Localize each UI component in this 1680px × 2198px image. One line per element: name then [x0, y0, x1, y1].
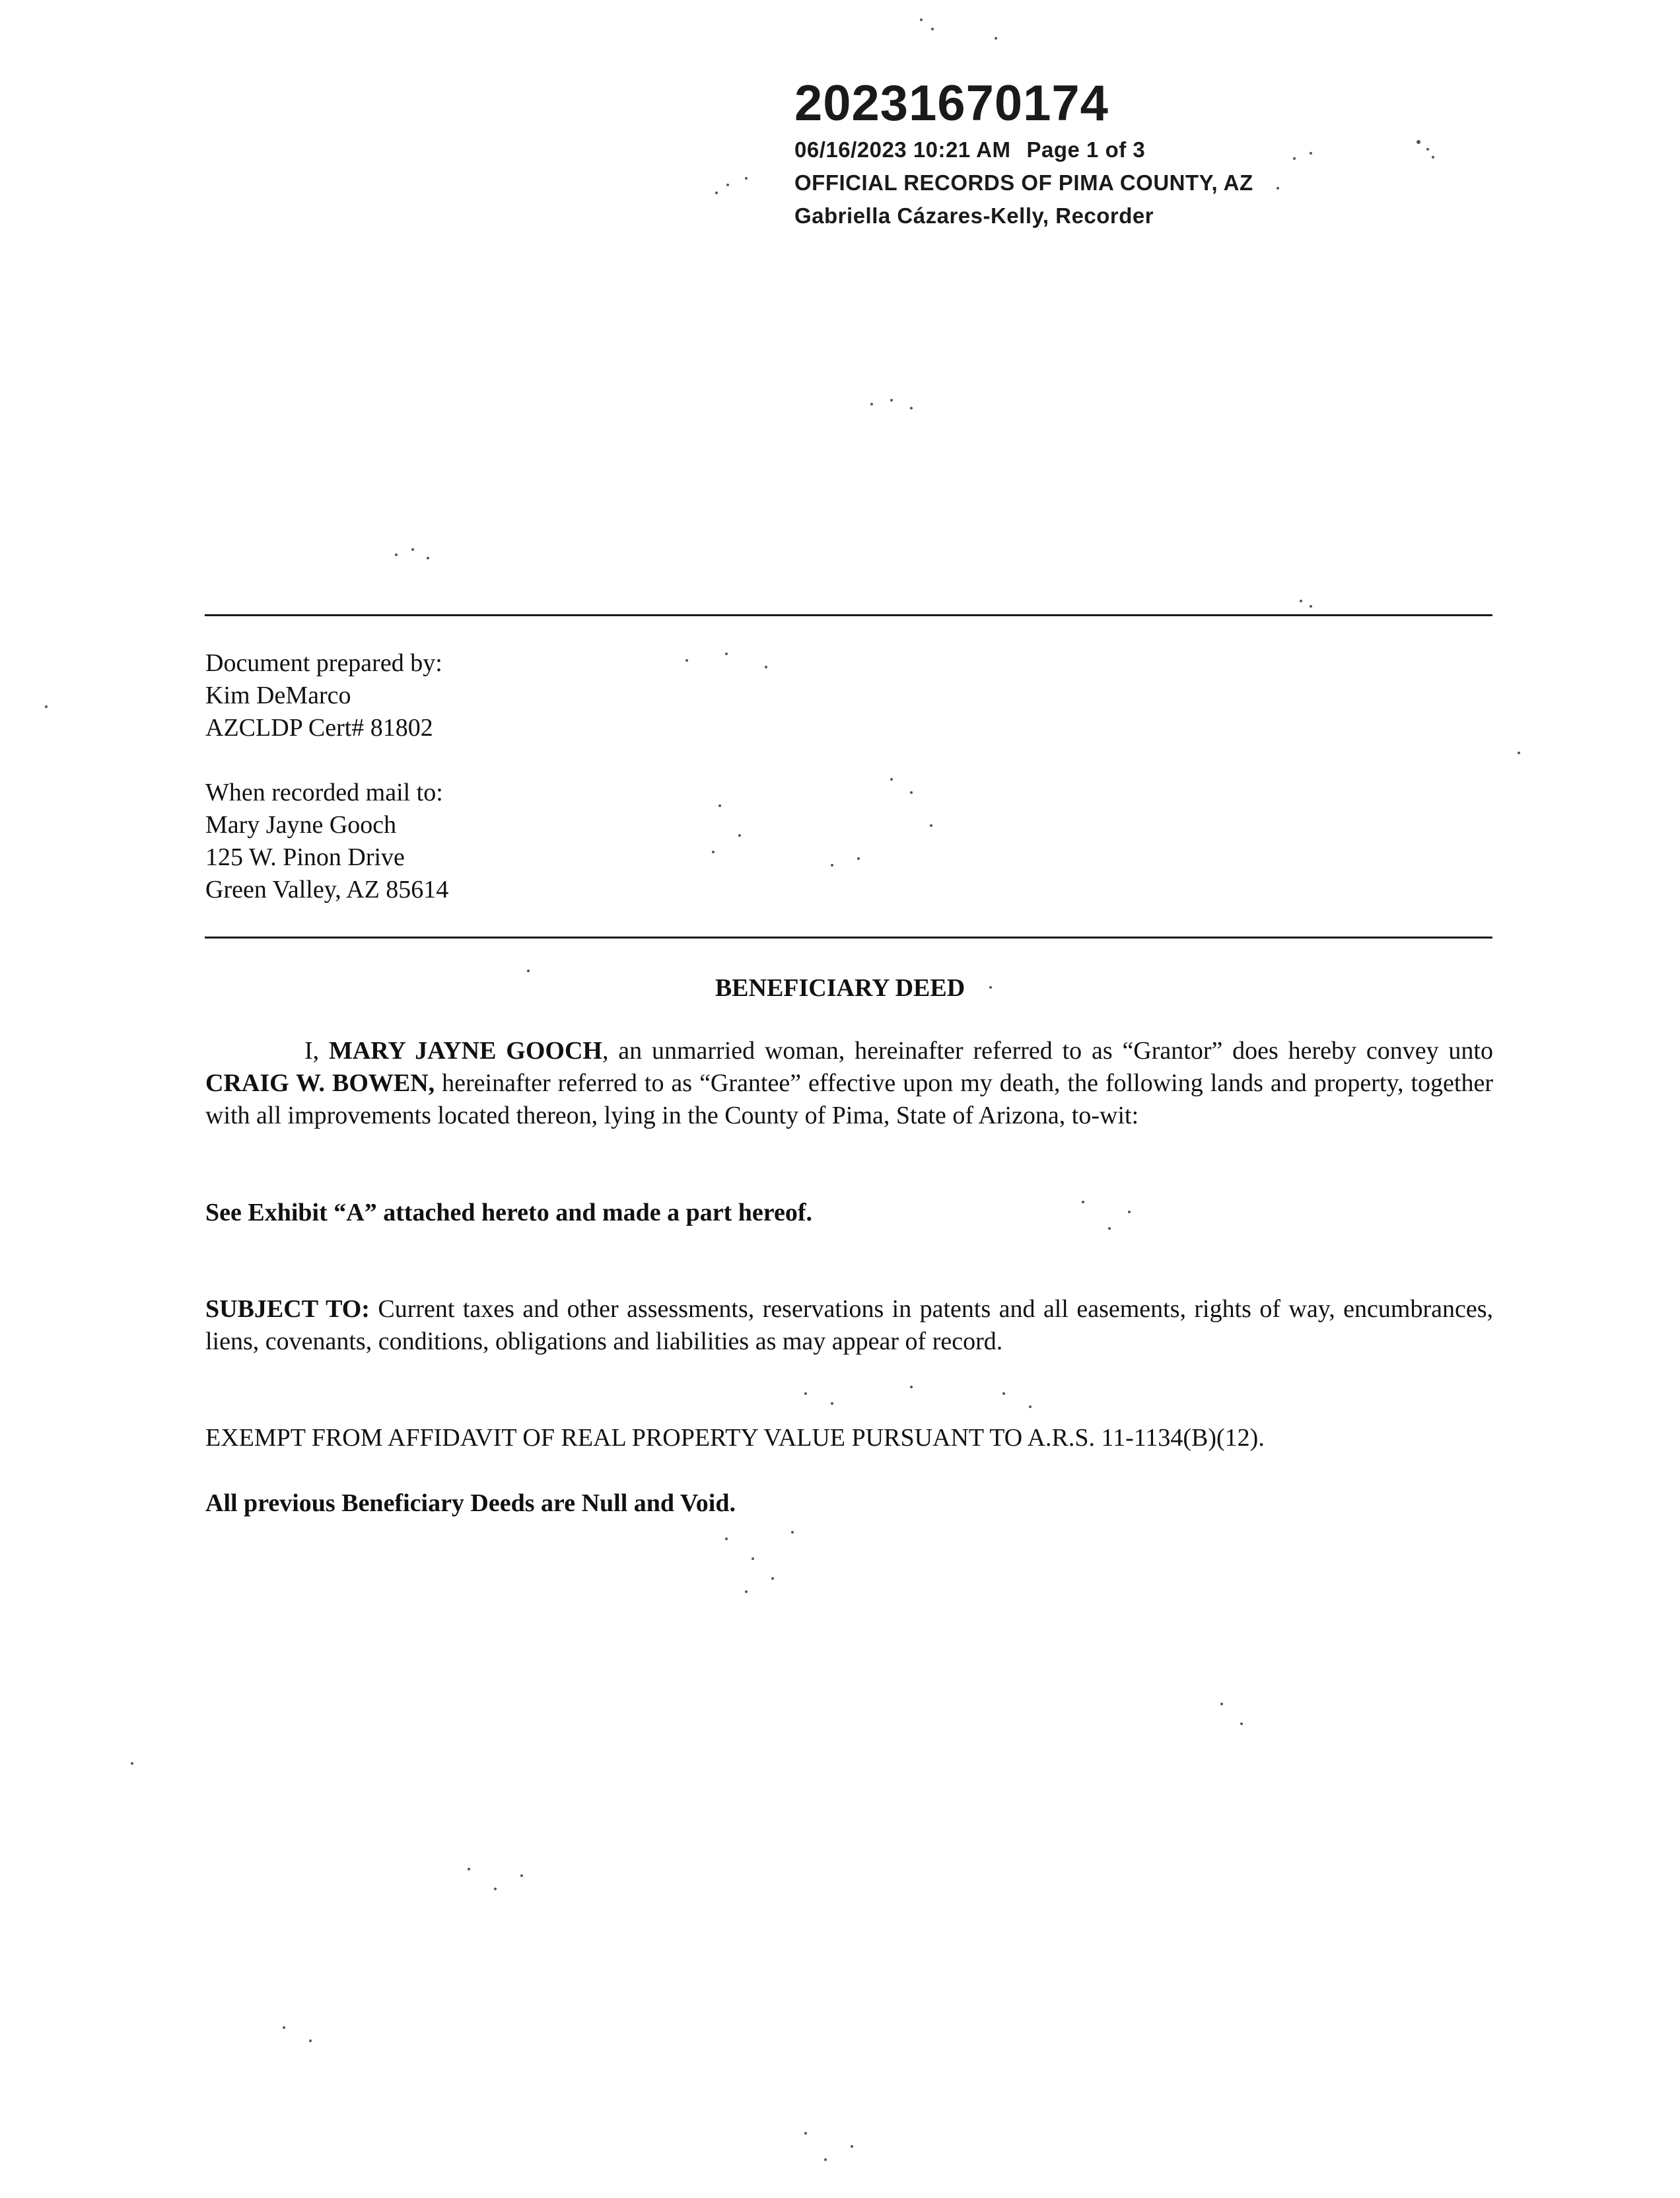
recording-office: OFFICIAL RECORDS OF PIMA COUNTY, AZ	[794, 170, 1253, 195]
exemption-statement: EXEMPT FROM AFFIDAVIT OF REAL PROPERTY VALUE PURSUANT TO A.R.S. 11-1134(B)(12).	[205, 1424, 1265, 1452]
divider-bottom	[205, 937, 1492, 939]
exhibit-reference: See Exhibit “A” attached hereto and made a part hereof.	[205, 1199, 812, 1226]
null-void-statement: All previous Beneficiary Deeds are Null and Void.	[205, 1489, 736, 1517]
prepared-by-block	[205, 647, 866, 744]
recording-stamp	[794, 74, 1253, 232]
recording-page-info: Page 1 of 3	[1026, 137, 1146, 162]
grant-paragraph	[205, 1035, 1493, 1132]
grantor-name: MARY JAYNE GOOCH	[328, 1037, 602, 1065]
recording-number: 20231670174	[794, 75, 1109, 131]
deed-title: BENEFICIARY DEED	[715, 974, 965, 1002]
mail-to-city: Green Valley, AZ 85614	[205, 876, 449, 904]
recorder-name: Gabriella Cázares-Kelly, Recorder	[794, 203, 1154, 228]
preparer-name: Kim DeMarco	[205, 682, 351, 709]
grant-text-2: , an unmarried woman, hereinafter referred to as “Grantor” does hereby convey unto	[602, 1037, 1493, 1065]
mail-to-name: Mary Jayne Gooch	[205, 811, 397, 839]
subject-to-label: SUBJECT TO:	[205, 1295, 370, 1323]
divider-top	[205, 614, 1492, 616]
preparer-cert: AZCLDP Cert# 81802	[205, 714, 433, 742]
subject-to-paragraph	[205, 1293, 1493, 1358]
prepared-by-label: Document prepared by:	[205, 649, 442, 677]
subject-to-text: Current taxes and other assessments, reservations in patents and all easements, rights of way, encumbrances, liens, covenants, conditions, obligations and liabilities as may appear of record.	[205, 1295, 1493, 1355]
grantee-name: CRAIG W. BOWEN,	[205, 1069, 435, 1097]
mail-to-street: 125 W. Pinon Drive	[205, 843, 405, 871]
recording-date-page	[794, 133, 1253, 166]
grant-text-3: hereinafter referred to as “Grantee” effective upon my death, the following lands and property, together with all improvements located thereon, lying in the County of Pima, State of Arizona, to-wit:	[205, 1069, 1493, 1129]
mail-to-label: When recorded mail to:	[205, 779, 443, 806]
recording-datetime: 06/16/2023 10:21 AM	[794, 137, 1011, 162]
mail-to-block	[205, 777, 866, 906]
grant-text-1: I,	[304, 1037, 329, 1065]
